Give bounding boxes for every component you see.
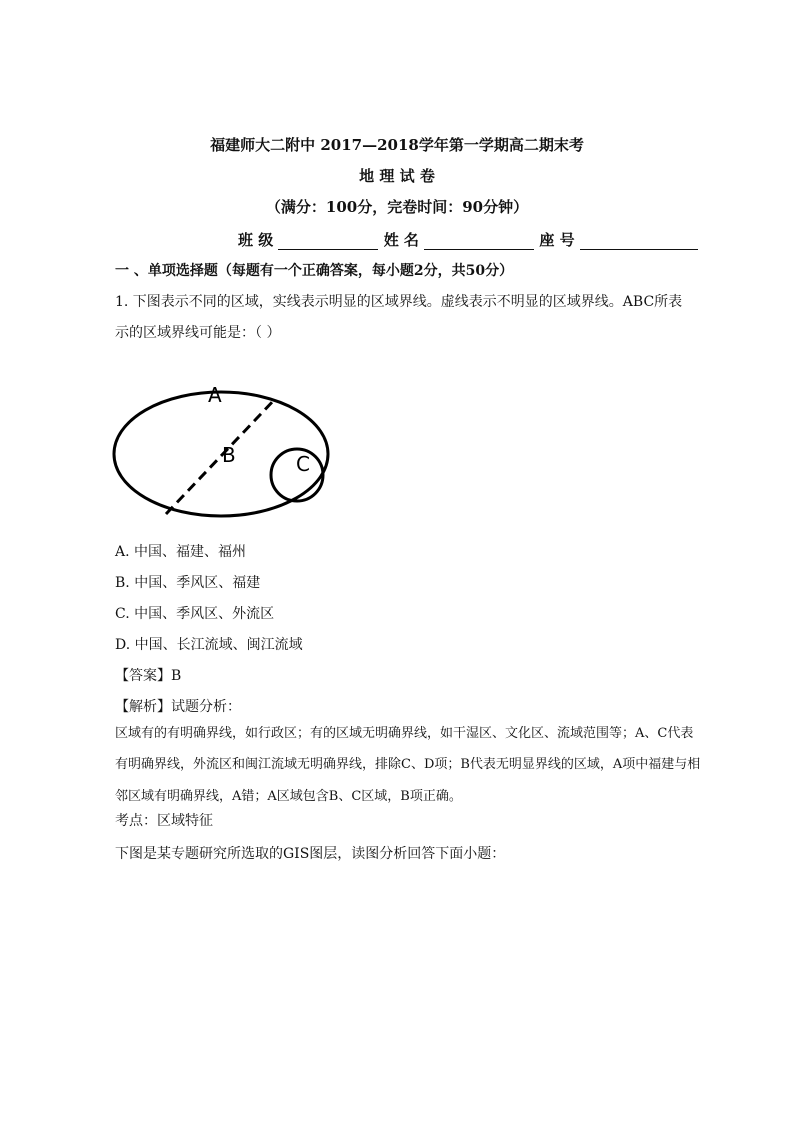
region-b-dashed-boundary (166, 398, 276, 514)
region-boundary-figure (108, 378, 338, 528)
seat-label: 座 号 (539, 231, 575, 249)
seat-blank[interactable] (580, 235, 698, 250)
option-b: B. 中国、季风区、福建 (115, 575, 261, 591)
option-a: A. 中国、福建、福州 (115, 544, 247, 560)
kaodian: 考点：区域特征 (115, 813, 213, 829)
label-b: B (222, 443, 236, 467)
exam-subtitle: 地 理 试 卷 (359, 167, 435, 185)
analysis-title: 【解析】试题分析： (115, 699, 241, 715)
next-question-intro: 下图是某专题研究所选取的GIS图层，读图分析回答下面小题： (115, 846, 506, 862)
label-c: C (296, 452, 310, 476)
option-d: D. 中国、长江流域、闽江流域 (115, 637, 303, 653)
name-blank[interactable] (424, 235, 534, 250)
answer: 【答案】B (115, 668, 182, 684)
analysis-line: 邻区域有明确界线，A错；A区域包含B、C区域，B项正确。 (115, 789, 462, 804)
exam-info: （满分：100分，完卷时间：90分钟） (265, 198, 529, 216)
question1-stem-line1: 1. 下图表示不同的区域，实线表示明显的区域界线。虚线表示不明显的区域界线。ABC所表 (115, 294, 683, 310)
class-blank[interactable] (278, 235, 378, 250)
analysis-line: 区域有的有明确界线，如行政区；有的区域无明确界线，如干湿区、文化区、流域范围等；A、C代表 (115, 726, 694, 741)
name-label: 姓 名 (383, 231, 419, 249)
question1-stem-line2: 示的区域界线可能是：（ ） (115, 325, 281, 341)
class-label: 班 级 (238, 231, 274, 249)
exam-title: 福建师大二附中 2017—2018学年第一学期高二期末考 (210, 136, 584, 154)
option-c: C. 中国、季风区、外流区 (115, 606, 275, 622)
analysis-line: 有明确界线，外流区和闽江流域无明确界线，排除C、D项；B代表无明显界线的区域，A项中福建与相 (115, 757, 701, 772)
student-info-row (238, 229, 698, 250)
label-a: A (208, 383, 222, 407)
section-heading: 一 、单项选择题（每题有一个正确答案，每小题2分，共50分） (115, 263, 514, 279)
